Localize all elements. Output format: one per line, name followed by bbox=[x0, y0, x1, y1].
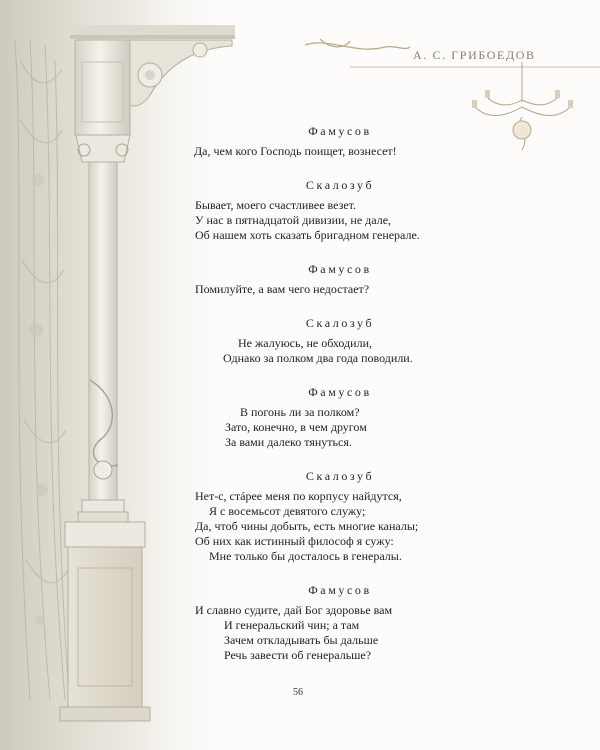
verse-line: В погонь ли за полком? bbox=[240, 405, 360, 419]
speaker-name: Скалозуб bbox=[305, 316, 375, 330]
verse-line: Однако за полком два года поводили. bbox=[223, 351, 413, 365]
verse-line: За вами далеко тянуться. bbox=[225, 435, 352, 449]
author-header: А. С. ГРИБОЕДОВ bbox=[413, 48, 536, 62]
page-number: 56 bbox=[293, 687, 303, 698]
verse-line: Я с восемьсот девятого служу; bbox=[209, 504, 366, 518]
verse-line: Нет-с, стáрее меня по корпусу найдутся, bbox=[195, 489, 402, 503]
verse-line: Об них как истинный философ я сужу: bbox=[195, 534, 394, 548]
verse-line: И генеральский чин; а там bbox=[224, 618, 360, 632]
speaker-name: Фамусов bbox=[308, 262, 372, 276]
verse-line: Об нашем хоть сказать бригадном генерале. bbox=[195, 228, 420, 242]
speaker-name: Фамусов bbox=[308, 583, 372, 597]
verse-line: Не жалуюсь, не обходили, bbox=[238, 336, 372, 350]
verse-line: Зато, конечно, в чем другом bbox=[225, 420, 367, 434]
verse-line: Мне только бы досталось в генералы. bbox=[209, 549, 402, 563]
speaker-name: Скалозуб bbox=[305, 178, 375, 192]
verse-line: Речь завести об генеральше? bbox=[224, 648, 372, 662]
verse-line: И славно судите, дай Бог здоровье вам bbox=[195, 603, 393, 617]
verse-line: Да, чтоб чины добыть, есть многие каналы; bbox=[195, 519, 419, 533]
verse-line: Зачем откладывать бы дальше bbox=[224, 633, 379, 647]
verse-line: У нас в пятнадцатой дивизии, не дале, bbox=[195, 213, 392, 227]
chandelier-icon bbox=[465, 62, 580, 157]
speaker-name: Фамусов bbox=[308, 385, 372, 399]
verse-line: Помилуйте, а вам чего недостает? bbox=[195, 282, 370, 296]
speaker-name: Фамусов bbox=[308, 124, 372, 138]
verse-line: Бывает, моего счастливее везет. bbox=[195, 198, 356, 212]
verse-line: Да, чем кого Господь поищет, вознесет! bbox=[194, 144, 397, 158]
speaker-name: Скалозуб bbox=[305, 469, 375, 483]
